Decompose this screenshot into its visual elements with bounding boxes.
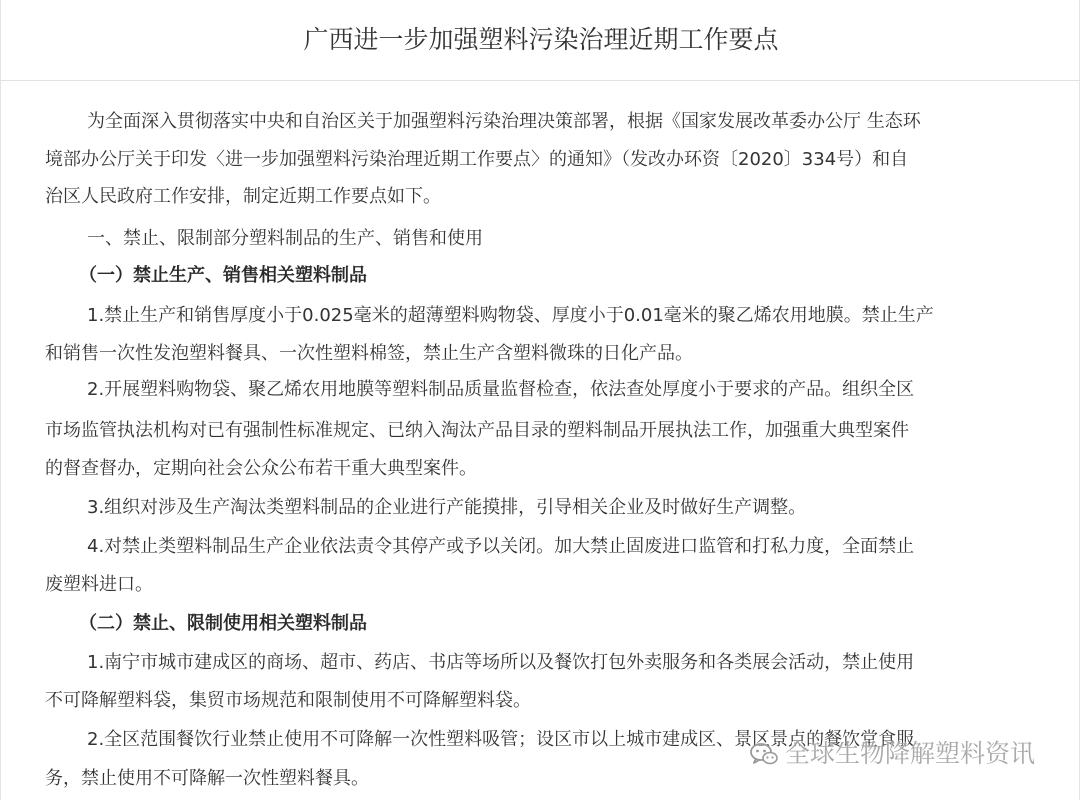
subsection-heading: （一）禁止生产、销售相关塑料制品 [79,265,367,286]
section-heading: 一、禁止、限制部分塑料制品的生产、销售和使用 [87,228,483,249]
watermark [749,736,1035,772]
paragraph-line: 废塑料进口。 [45,574,153,595]
paragraph-line: 3.组织对涉及生产淘汰类塑料制品的企业进行产能摸排，引导相关企业及时做好生产调整。 [87,497,807,518]
paragraph-line: 不可降解塑料袋，集贸市场规范和限制使用不可降解塑料袋。 [45,690,531,711]
paragraph-line: 1.禁止生产和销售厚度小于0.025毫米的超薄塑料购物袋、厚度小于0.01毫米的聚乙烯农用地膜。禁止生产 [87,305,934,326]
paragraph-line: 2.开展塑料购物袋、聚乙烯农用地膜等塑料制品质量监督检查，依法查处厚度小于要求的产品。组织全区 [87,379,915,400]
watermark-text: 全球生物降解塑料资讯 [785,739,1036,768]
paragraph-line: 境部办公厅关于印发〈进一步加强塑料污染治理近期工作要点〉的通知》（发改办环资〔2020〕334号）和自 [45,149,909,170]
paragraph-line: 1.南宁市城市建成区的商场、超市、药店、书店等场所以及餐饮打包外卖服务和各类展会活动，禁止使用 [87,652,915,673]
paragraph-line: 市场监管执法机构对已有强制性标准规定、已纳入淘汰产品目录的塑料制品开展执法工作，加强重大典型案件 [45,420,909,441]
paragraph-line: 为全面深入贯彻落实中央和自治区关于加强塑料污染治理决策部署，根据《国家发展改革委办公厅 生态环 [87,111,921,132]
paragraph-line: 2.全区范围餐饮行业禁止使用不可降解一次性塑料吸管；设区市以上城市建成区、景区景点的餐饮堂食服 [87,729,915,750]
paragraph-line: 的督查督办，定期向社会公众公布若干重大典型案件。 [45,458,477,479]
paragraph-line: 4.对禁止类塑料制品生产企业依法责令其停产或予以关闭。加大禁止固废进口监管和打私力度，全面禁止 [87,536,915,557]
paragraph-line: 务，禁止使用不可降解一次性塑料餐具。 [45,768,369,789]
paragraph-line: 和销售一次性发泡塑料餐具、一次性塑料棉签，禁止生产含塑料微珠的日化产品。 [45,343,693,364]
wechat-icon [749,739,779,769]
subsection-heading: （二）禁止、限制使用相关塑料制品 [79,613,367,634]
paragraph-line: 治区人民政府工作安排，制定近期工作要点如下。 [45,186,441,207]
title-divider [1,80,1080,81]
article-title: 广西进一步加强塑料污染治理近期工作要点 [303,25,779,54]
